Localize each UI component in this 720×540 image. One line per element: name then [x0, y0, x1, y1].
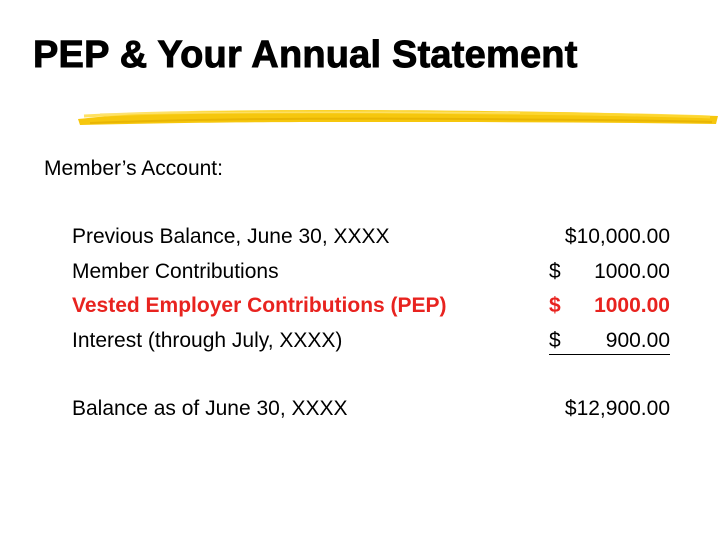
- amount-value: 900.00: [605, 328, 670, 352]
- account-statement: [72, 225, 672, 432]
- row-amount: [549, 329, 670, 355]
- row-total-balance: [72, 397, 672, 432]
- amount-value: $12,900.00: [564, 397, 670, 420]
- row-member-contributions: [72, 260, 672, 295]
- row-vested-employer-contributions: [72, 294, 672, 329]
- currency-symbol: $: [549, 259, 561, 283]
- slide-title: PEP & Your Annual Statement: [33, 34, 578, 76]
- amount-value: 1000.00: [594, 294, 670, 317]
- amount-value: $10,000.00: [564, 225, 670, 248]
- title-highlighter-stroke: [70, 100, 720, 134]
- currency-symbol: $: [549, 328, 561, 352]
- row-label: Balance as of June 30, XXXX: [72, 397, 348, 420]
- row-label: Previous Balance, June 30, XXXX: [72, 225, 390, 248]
- members-account-heading: Member’s Account:: [44, 157, 223, 180]
- row-previous-balance: [72, 225, 672, 260]
- row-label: Member Contributions: [72, 259, 279, 283]
- row-label: Vested Employer Contributions (PEP): [72, 294, 447, 317]
- row-label: Interest (through July, XXXX): [72, 328, 343, 352]
- amount-value: 1000.00: [594, 259, 670, 283]
- currency-symbol: $: [549, 294, 561, 317]
- row-interest: [72, 329, 672, 364]
